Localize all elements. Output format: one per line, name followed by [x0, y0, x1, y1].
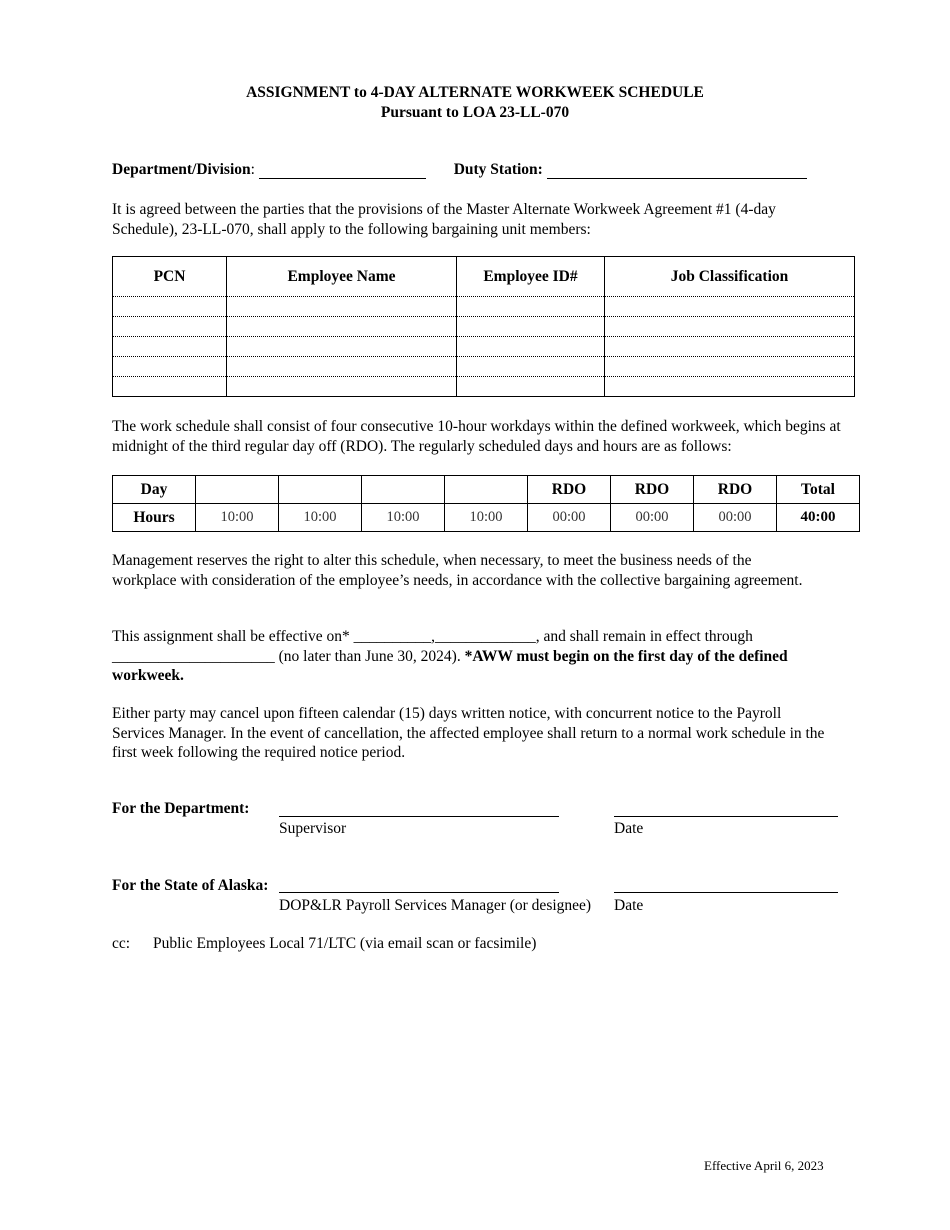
employee-name-cell[interactable]: [227, 357, 457, 377]
header-job-classification: Job Classification: [605, 257, 855, 297]
employee-table-header: [113, 257, 855, 297]
duty-station-field[interactable]: [547, 164, 807, 179]
day-cell[interactable]: [279, 476, 362, 504]
hours-cell: 00:00: [694, 504, 777, 532]
employee-name-cell[interactable]: [227, 377, 457, 397]
table-row: [113, 337, 855, 357]
hours-row-label: Hours: [113, 504, 196, 532]
job-classification-cell[interactable]: [605, 337, 855, 357]
state-signature-label: For the State of Alaska:: [112, 877, 269, 894]
manager-signature-line[interactable]: [279, 892, 559, 893]
effective-paragraph: [112, 627, 847, 686]
pcn-cell[interactable]: [113, 317, 227, 337]
date-label: Date: [614, 897, 644, 914]
duty-station-label: Duty Station:: [453, 161, 543, 178]
header-employee-name: Employee Name: [227, 257, 457, 297]
hours-cell: 10:00: [196, 504, 279, 532]
day-cell[interactable]: [196, 476, 279, 504]
supervisor-label: Supervisor: [279, 820, 347, 837]
supervisor-signature-line[interactable]: [279, 816, 559, 817]
department-colon: :: [250, 161, 255, 178]
effective-line-1: This assignment shall be effective on* __________,_____________, and shall remain in effect through: [112, 628, 753, 645]
department-field[interactable]: [259, 164, 426, 179]
employee-id-cell[interactable]: [457, 357, 605, 377]
employee-id-cell[interactable]: [457, 337, 605, 357]
employee-id-cell[interactable]: [457, 317, 605, 337]
hours-cell: 10:00: [445, 504, 528, 532]
employee-name-cell[interactable]: [227, 317, 457, 337]
pcn-cell[interactable]: [113, 297, 227, 317]
day-row-label: Day: [113, 476, 196, 504]
footer-effective-date: Effective April 6, 2023: [704, 1158, 824, 1173]
employee-name-cell[interactable]: [227, 337, 457, 357]
day-cell: RDO: [528, 476, 611, 504]
hours-cell: 00:00: [528, 504, 611, 532]
job-classification-cell[interactable]: [605, 357, 855, 377]
table-row: [113, 297, 855, 317]
pcn-cell[interactable]: [113, 357, 227, 377]
pcn-cell[interactable]: [113, 337, 227, 357]
document-subtitle: Pursuant to LOA 23-LL-070: [380, 104, 570, 121]
hours-cell: 00:00: [611, 504, 694, 532]
cancellation-paragraph: Either party may cancel upon fifteen calendar (15) days written notice, with concurrent notice to the Payroll Services Manager. In the event of cancellation, the affected employee shall return to a normal work schedule in the first week following the required notice period.: [112, 705, 825, 761]
day-cell: RDO: [694, 476, 777, 504]
effective-note-bold-end: workweek.: [112, 667, 184, 684]
hours-cell: 10:00: [362, 504, 445, 532]
date-signature-line-1[interactable]: [614, 816, 838, 817]
schedule-day-row: [113, 476, 860, 504]
cc-label: cc:: [112, 935, 131, 952]
effective-line-2: _____________________ (no later than June 30, 2024).: [112, 647, 465, 665]
job-classification-cell[interactable]: [605, 297, 855, 317]
employee-id-cell[interactable]: [457, 297, 605, 317]
job-classification-cell[interactable]: [605, 317, 855, 337]
employee-table: [112, 256, 855, 397]
job-classification-cell[interactable]: [605, 377, 855, 397]
intro-paragraph: It is agreed between the parties that the provisions of the Master Alternate Workweek Agreement #1 (4-day Schedule), 23-LL-070, shall apply to the following bargaining unit members:: [112, 201, 776, 238]
table-row: [113, 317, 855, 337]
date-label: Date: [614, 820, 644, 837]
effective-note-bold: *AWW must begin on the first day of the defined: [464, 647, 788, 665]
table-row: [113, 357, 855, 377]
department-signature-label: For the Department:: [112, 800, 250, 817]
day-cell[interactable]: [445, 476, 528, 504]
pcn-cell[interactable]: [113, 377, 227, 397]
manager-label: DOP&LR Payroll Services Manager (or designee): [279, 897, 592, 914]
department-duty-line: [112, 161, 842, 179]
table-row: [113, 377, 855, 397]
schedule-table: [112, 475, 860, 532]
header-employee-id: Employee ID#: [457, 257, 605, 297]
employee-id-cell[interactable]: [457, 377, 605, 397]
day-cell[interactable]: [362, 476, 445, 504]
date-signature-line-2[interactable]: [614, 892, 838, 893]
management-paragraph: Management reserves the right to alter this schedule, when necessary, to meet the business needs of the workplace with consideration of the employee’s needs, in accordance with the collective bargaining agreement.: [112, 552, 803, 589]
schedule-intro-paragraph: The work schedule shall consist of four consecutive 10-hour workdays within the defined workweek, which begins at midnight of the third regular day off (RDO). The regularly scheduled days and hours are as follows:: [112, 418, 841, 455]
day-cell: RDO: [611, 476, 694, 504]
total-label: Total: [777, 476, 860, 504]
schedule-hours-row: [113, 504, 860, 532]
total-hours: 40:00: [777, 504, 860, 532]
hours-cell: 10:00: [279, 504, 362, 532]
header-pcn: PCN: [113, 257, 227, 297]
document-title: ASSIGNMENT to 4-DAY ALTERNATE WORKWEEK SCHEDULE: [246, 84, 704, 101]
cc-text: Public Employees Local 71/LTC (via email scan or facsimile): [153, 935, 537, 952]
employee-name-cell[interactable]: [227, 297, 457, 317]
department-label: Department/Division: [112, 161, 251, 178]
